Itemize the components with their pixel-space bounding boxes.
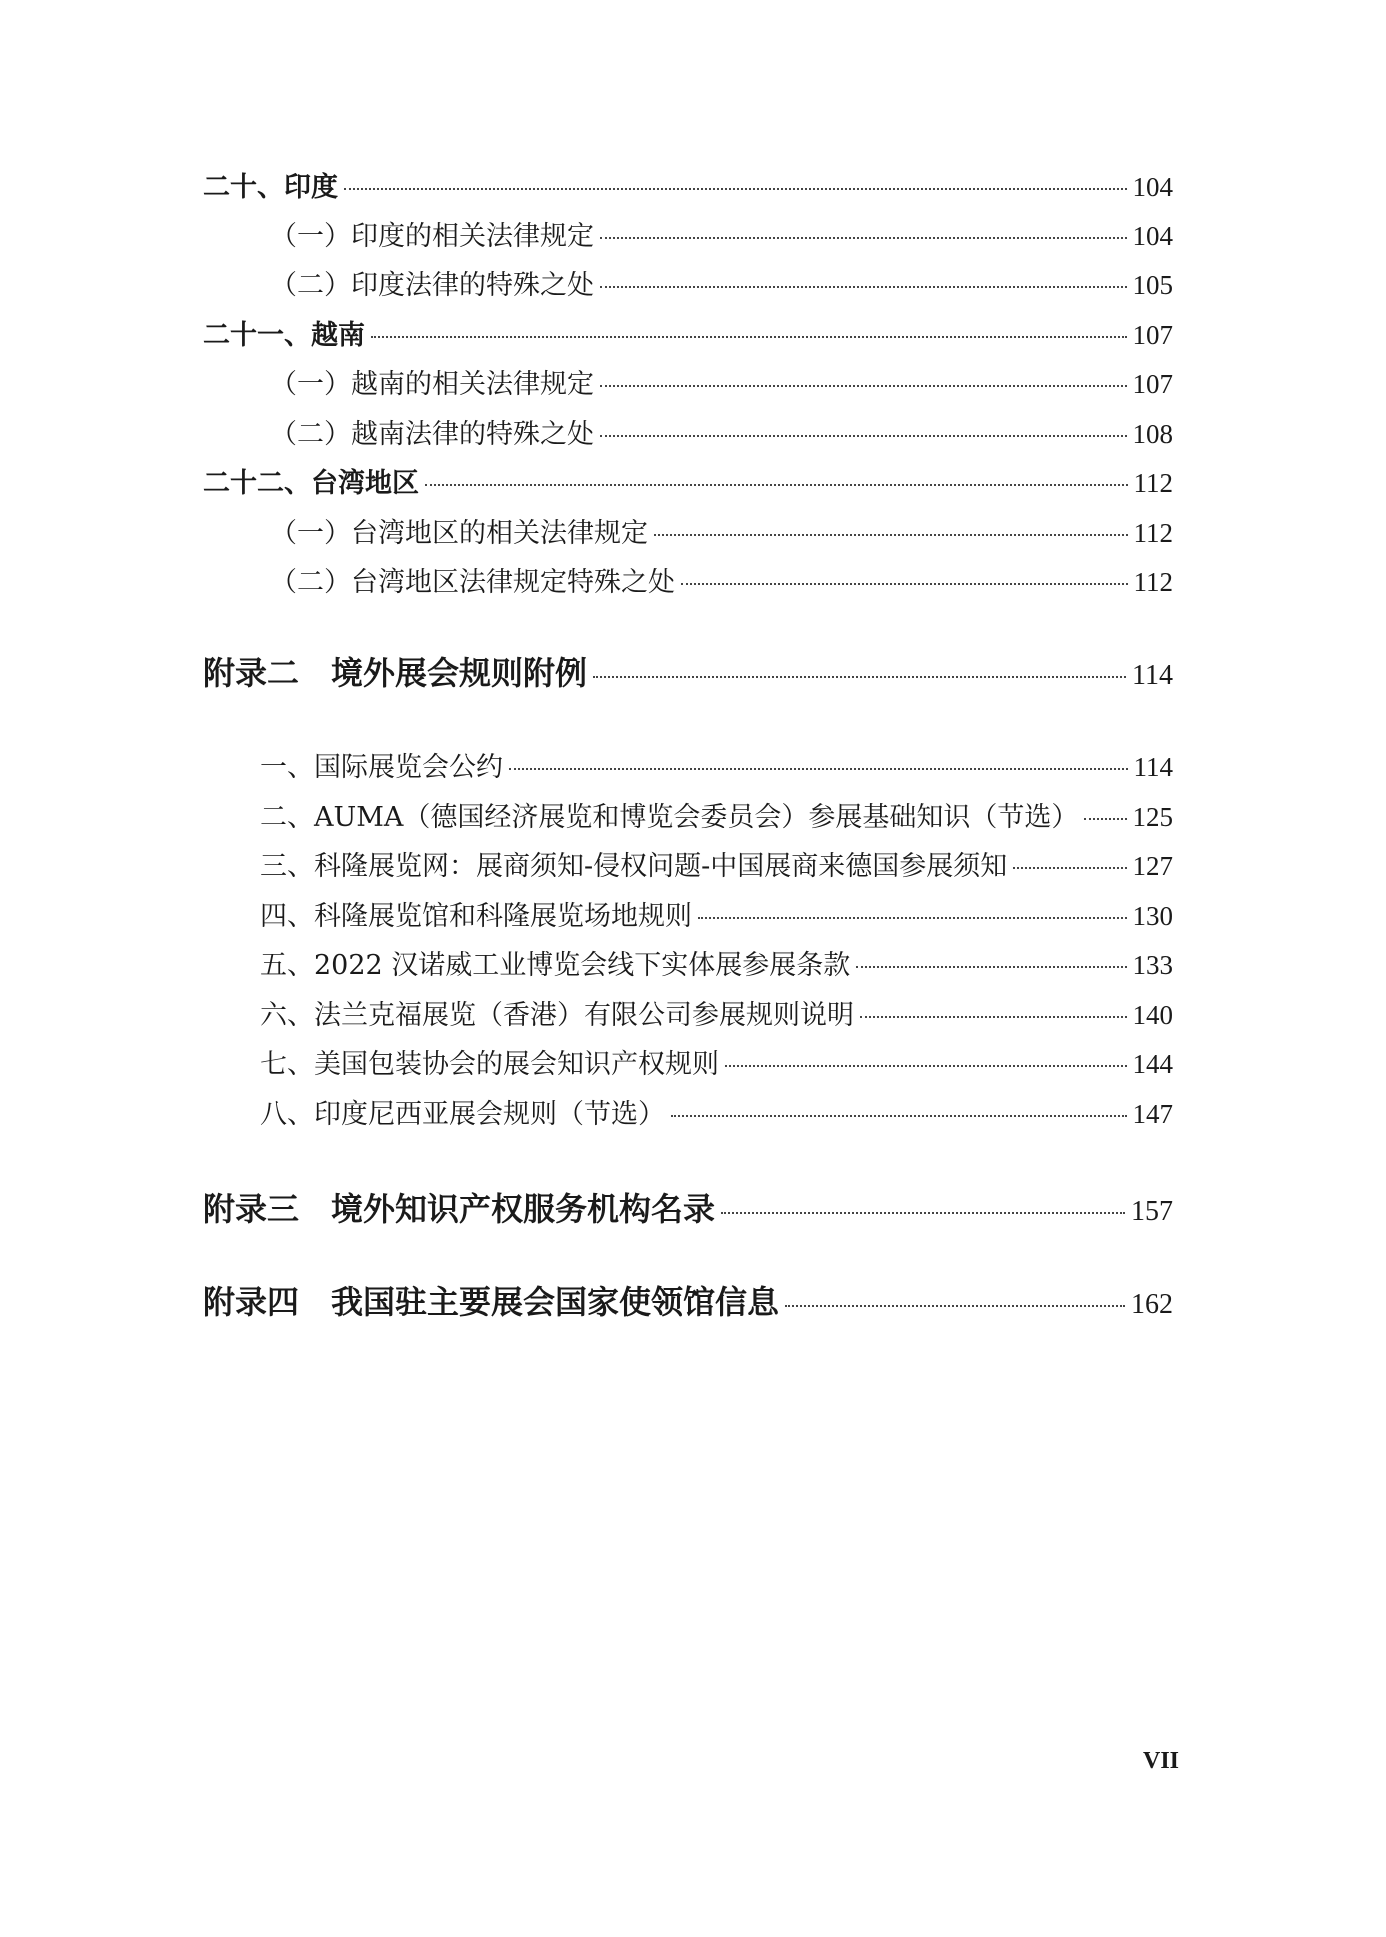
dot-leader <box>1013 867 1126 869</box>
page-number: 127 <box>1132 851 1173 881</box>
page-number: 133 <box>1132 950 1173 980</box>
dot-leader <box>593 676 1126 678</box>
page-number: 140 <box>1132 1000 1173 1030</box>
dot-leader <box>654 534 1128 536</box>
dot-leader <box>600 435 1127 437</box>
entry-title: 二十、印度 <box>203 172 338 203</box>
dot-leader <box>600 385 1127 387</box>
entry-title: 附录四 我国驻主要展会国家使领馆信息 <box>203 1283 780 1321</box>
dot-leader <box>725 1065 1127 1067</box>
dot-leader <box>344 188 1127 190</box>
page-number: 130 <box>1132 901 1173 931</box>
page-number: 112 <box>1133 468 1173 498</box>
entry-title: （一）台湾地区的相关法律规定 <box>270 518 648 549</box>
page-number: 125 <box>1132 802 1173 832</box>
dot-leader <box>509 768 1128 770</box>
entry-title: 五、2022 汉诺威工业博览会线下实体展参展条款 <box>260 950 851 981</box>
dot-leader <box>371 336 1127 338</box>
dot-leader <box>698 917 1127 919</box>
dot-leader <box>860 1016 1127 1018</box>
entry-title: 四、科隆展览馆和科隆展览场地规则 <box>260 901 692 932</box>
page-number: 112 <box>1133 567 1173 597</box>
entry-title: （二）印度法律的特殊之处 <box>270 270 594 301</box>
toc-entry-appendix-4[interactable] <box>203 1281 1173 1326</box>
entry-title: 八、印度尼西亚展会规则（节选） <box>260 1099 665 1130</box>
toc-entry-vietnam-special[interactable] <box>270 416 1173 453</box>
toc-entry-messe-frankfurt-hk[interactable] <box>260 997 1173 1034</box>
dot-leader <box>1084 818 1126 820</box>
dot-leader <box>721 1212 1125 1214</box>
toc-entry-taiwan-laws[interactable] <box>270 515 1173 552</box>
toc-entry-indonesia[interactable] <box>260 1096 1173 1133</box>
entry-title: （一）印度的相关法律规定 <box>270 221 594 252</box>
entry-title: 附录二 境外展会规则附例 <box>203 654 588 692</box>
entry-title: （一）越南的相关法律规定 <box>270 369 594 400</box>
toc-entry-india-laws[interactable] <box>270 218 1173 255</box>
toc-entry-hannover[interactable] <box>260 947 1173 984</box>
page-number: 114 <box>1132 660 1173 691</box>
page-number: 107 <box>1132 320 1173 350</box>
page-number: 114 <box>1133 752 1173 782</box>
toc-entry-appendix-2[interactable] <box>203 652 1173 697</box>
entry-title: 一、国际展览会公约 <box>260 752 503 783</box>
dot-leader <box>671 1115 1127 1117</box>
page-number: 105 <box>1132 270 1173 300</box>
entry-title: 二十一、越南 <box>203 320 365 351</box>
toc-entry-cologne-net[interactable] <box>260 848 1173 885</box>
toc-entry-vietnam-laws[interactable] <box>270 366 1173 403</box>
toc-entry-appendix-3[interactable] <box>203 1188 1173 1233</box>
page-number: 162 <box>1131 1289 1173 1320</box>
page-number: 107 <box>1132 369 1173 399</box>
toc-entry-taiwan-special[interactable] <box>270 564 1173 601</box>
toc-entry-vietnam[interactable] <box>203 317 1173 354</box>
toc-entry-auma[interactable] <box>260 799 1173 836</box>
entry-title: 三、科隆展览网：展商须知-侵权问题-中国展商来德国参展须知 <box>260 851 1008 882</box>
toc-entry-packaging-assoc[interactable] <box>260 1046 1173 1083</box>
entry-title: 二十二、台湾地区 <box>203 468 419 499</box>
page-folio: VII <box>1143 1748 1180 1774</box>
page-number: 104 <box>1132 221 1173 251</box>
dot-leader <box>425 484 1128 486</box>
page-number: 144 <box>1132 1049 1173 1079</box>
entry-title: 二、AUMA（德国经济展览和博览会委员会）参展基础知识（节选） <box>260 802 1079 833</box>
dot-leader <box>600 237 1127 239</box>
toc-entry-india-special[interactable] <box>270 267 1173 304</box>
entry-title: 七、美国包装协会的展会知识产权规则 <box>260 1049 719 1080</box>
toc-entry-expo-convention[interactable] <box>260 749 1173 786</box>
dot-leader <box>681 583 1128 585</box>
page-number: 157 <box>1131 1196 1173 1227</box>
toc-entry-india[interactable] <box>203 169 1173 206</box>
toc-entry-taiwan[interactable] <box>203 465 1173 502</box>
entry-title: （二）台湾地区法律规定特殊之处 <box>270 567 675 598</box>
page-number: 112 <box>1133 518 1173 548</box>
dot-leader <box>856 966 1126 968</box>
page-number: 108 <box>1132 419 1173 449</box>
entry-title: 附录三 境外知识产权服务机构名录 <box>203 1190 716 1228</box>
dot-leader <box>600 286 1127 288</box>
toc-entry-cologne-venue[interactable] <box>260 898 1173 935</box>
dot-leader <box>785 1305 1125 1307</box>
page-number: 104 <box>1132 172 1173 202</box>
entry-title: （二）越南法律的特殊之处 <box>270 419 594 450</box>
page-number: 147 <box>1132 1099 1173 1129</box>
entry-title: 六、法兰克福展览（香港）有限公司参展规则说明 <box>260 1000 854 1031</box>
